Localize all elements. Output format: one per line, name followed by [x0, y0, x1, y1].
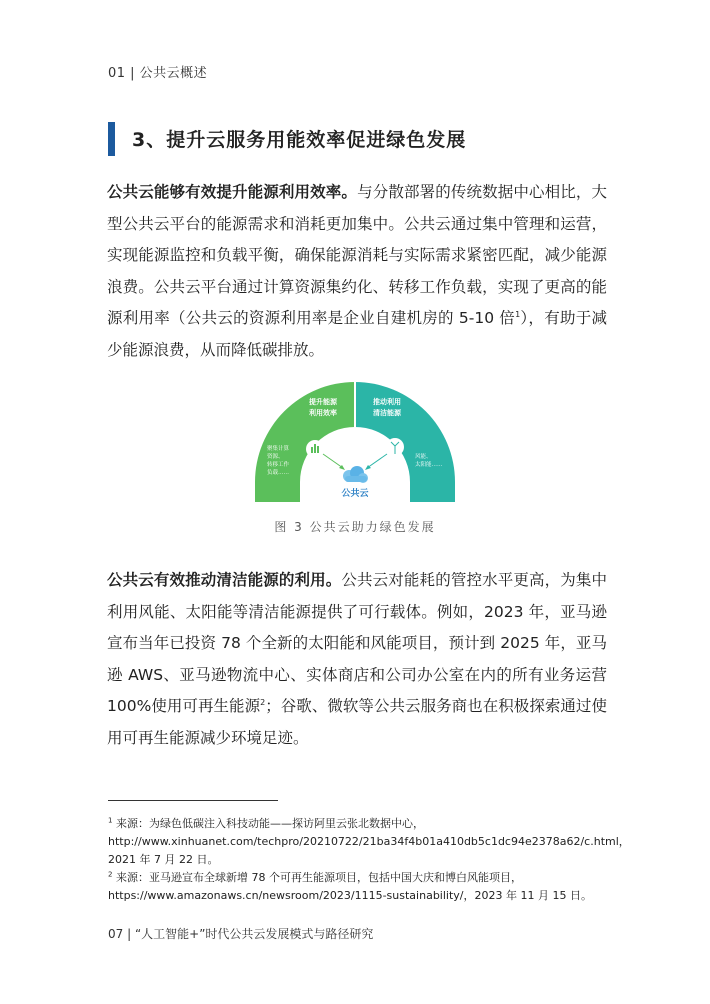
left-title-line1: 提升能源 — [309, 398, 337, 406]
cloud-icon — [343, 466, 368, 483]
footnote-text[interactable]: 来源：亚马逊宣布全球新增 78 个可再生能源项目，包括中国大庆和博白风能项目，https://www.amazonaws.cn/newsroom/2023/1115-sustainability/，2023 年 11 月 15 日。 — [108, 871, 592, 902]
left-note-line2: 资源、 — [267, 454, 284, 460]
paragraph-lead: 公共云能够有效提升能源利用效率。 — [107, 183, 358, 201]
paragraph-energy-efficiency — [107, 177, 607, 366]
paragraph-body: 公共云对能耗的管控水平更高，为集中利用风能、太阳能等清洁能源提供了可行载体。例如，2023 年，亚马逊宣布当年已投资 78 个全新的太阳能和风能项目，预计到 2025 年，亚马逊 AWS、亚马逊物流中心、实体商店和公司办公室在内的所有业务运营 100%使用可再生能源 — [107, 571, 607, 715]
left-title-line2: 利用效率 — [309, 409, 337, 417]
wind-turbine-icon — [386, 438, 404, 456]
footnote-mark: 1 — [108, 816, 113, 825]
left-note-line1: 聚集计算 — [267, 446, 290, 452]
footnote-ref[interactable]: 1 — [515, 309, 521, 319]
right-title-line1: 推动利用 — [373, 398, 401, 406]
paragraph-body-end: ），有助于减少能源浪费，从而降低碳排放。 — [107, 309, 607, 359]
left-note-line3: 转移工作 — [267, 462, 290, 468]
running-footer: 07 | “人工智能+”时代公共云发展模式与路径研究 — [108, 927, 374, 941]
figure-caption: 图 3 公共云助力绿色发展 — [274, 520, 436, 534]
left-arrow — [323, 454, 343, 468]
right-arrow — [367, 454, 387, 468]
paragraph-lead: 公共云有效推动清洁能源的利用。 — [107, 571, 342, 589]
footnote-1 — [108, 815, 630, 869]
section-marker-bar — [108, 122, 115, 156]
right-note-line1: 风能、 — [415, 454, 432, 460]
center-label: 公共云 — [341, 489, 369, 499]
right-title-line2: 清洁能源 — [373, 409, 401, 417]
footnote-ref[interactable]: 2 — [260, 697, 266, 707]
left-note-line4: 负载…… — [267, 470, 290, 476]
paragraph-clean-energy — [107, 565, 607, 754]
footnote-mark: 2 — [108, 870, 113, 879]
green-development-diagram — [255, 382, 455, 502]
section-title: 3、提升云服务用能效率促进绿色发展 — [132, 129, 467, 151]
right-note-line2: 太阳能…… — [415, 462, 443, 468]
chart-icon — [306, 440, 324, 458]
left-arc-segment — [255, 382, 355, 502]
footnote-divider — [108, 800, 278, 801]
running-header: 01 | 公共云概述 — [108, 66, 208, 81]
paragraph-body: 与分散部署的传统数据中心相比，大型公共云平台的能源需求和消耗更加集中。公共云通过集中管理和运营，实现能源监控和负载平衡，确保能源消耗与实际需求紧密匹配，减少能源浪费。公共云平台通过计算资源集约化、转移工作负载，实现了更高的能源利用率（公共云的资源利用率是企业自建机房的 5-10 倍 — [107, 183, 607, 327]
paragraph-body-end: ；谷歌、微软等公共云服务商也在积极探索通过使用可再生能源减少环境足迹。 — [107, 697, 607, 747]
right-arc-segment — [355, 382, 455, 502]
footnote-2 — [108, 869, 608, 905]
footnote-text[interactable]: 来源：为绿色低碳注入科技动能——探访阿里云张北数据中心，http://www.xinhuanet.com/techpro/20210722/21ba34f4b01a410db5c1dc94e2378a62/c.html，2021 年 7 月 22 日。 — [108, 817, 630, 866]
